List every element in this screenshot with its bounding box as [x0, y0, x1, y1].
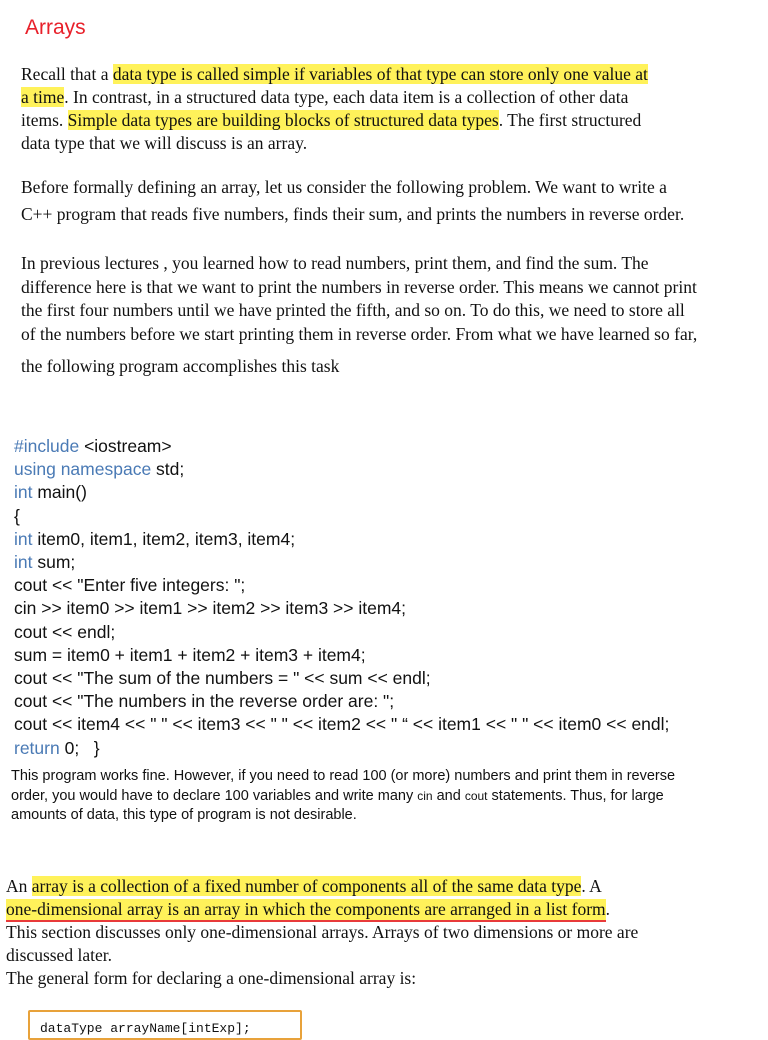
code-line: cout << "Enter five integers: ";	[14, 575, 246, 596]
intro-line-1: Recall that a data type is called simple if variables of that type can store only one value at	[21, 64, 648, 84]
code-line: #include <iostream>	[14, 436, 172, 456]
code-line: int item0, item1, item2, item3, item4;	[14, 528, 296, 549]
highlight-simple-type: data type is called simple if variables of that type can store only one value at	[112, 64, 648, 84]
cin-keyword: cin	[417, 788, 433, 803]
array-definition-paragraph: An array is a collection of a fixed number of components all of the same data type. A one-dimensional array is an array in which the components are arranged in a list form. This section discusses only one-dimensional arrays. Arrays of two dimensions or more are discussed later. The general form for declaring a one-dimensional array is:	[6, 876, 639, 988]
code-block	[14, 435, 669, 760]
cout-keyword: cout	[464, 788, 488, 803]
declaration-box: dataType arrayName[intExp];	[28, 1010, 302, 1040]
code-line: sum = item0 + item1 + item2 + item3 + item4;	[14, 644, 366, 665]
highlight-one-dimensional: one-dimensional array is an array in which the components are arranged in a list form	[6, 899, 606, 922]
code-line: cout << endl;	[14, 621, 116, 642]
highlight-array-definition: array is a collection of a fixed number of components all of the same data type	[31, 876, 582, 896]
code-line: {	[14, 505, 20, 526]
code-line: cout << item4 << " " << item3 << " " << item2 << " “ << item1 << " " << item0 << endl;	[14, 714, 670, 735]
intro-line-3: items. Simple data types are building blocks of structured data types. The first structured	[21, 110, 642, 130]
intro-line-4: data type that we will discuss is an array.	[21, 133, 308, 153]
highlight-a-time: a time	[21, 87, 65, 107]
intro-line-2: a time. In contrast, in a structured data type, each data item is a collection of other data	[21, 87, 629, 107]
code-line: int sum;	[14, 552, 76, 573]
problem-paragraph: Before formally defining an array, let us consider the following problem. We want to write a C++ program that reads five numbers, finds their sum, and prints the numbers in reverse order.	[21, 177, 685, 224]
intro-paragraph	[21, 63, 648, 155]
code-line: int main()	[14, 482, 87, 503]
code-line: using namespace std;	[14, 459, 185, 480]
code-line: return 0; }	[14, 737, 100, 758]
page-title: Arrays	[25, 16, 86, 39]
previous-lectures-paragraph: In previous lectures , you learned how to read numbers, print them, and find the sum. The difference here is that we want to print the numbers in reverse order. This means we cannot print the first four numbers until we have printed the fifth, and so on. To do this, we need to store all of the numbers before we start printing them in reverse order. From what we have learned so far, the following program accomplishes this task	[21, 253, 698, 376]
code-line: cin >> item0 >> item1 >> item2 >> item3 >> item4;	[14, 598, 407, 619]
code-line: cout << "The numbers in the reverse order are: ";	[14, 691, 395, 712]
code-line: cout << "The sum of the numbers = " << sum << endl;	[14, 668, 431, 689]
highlight-building-blocks: Simple data types are building blocks of structured data types	[67, 110, 499, 130]
program-note: This program works fine. However, if you need to read 100 (or more) numbers and print them in reverse order, you would have to declare 100 variables and write many cin and cout statements. Thus, for large amounts of data, this type of program is not desirable.	[11, 768, 676, 823]
